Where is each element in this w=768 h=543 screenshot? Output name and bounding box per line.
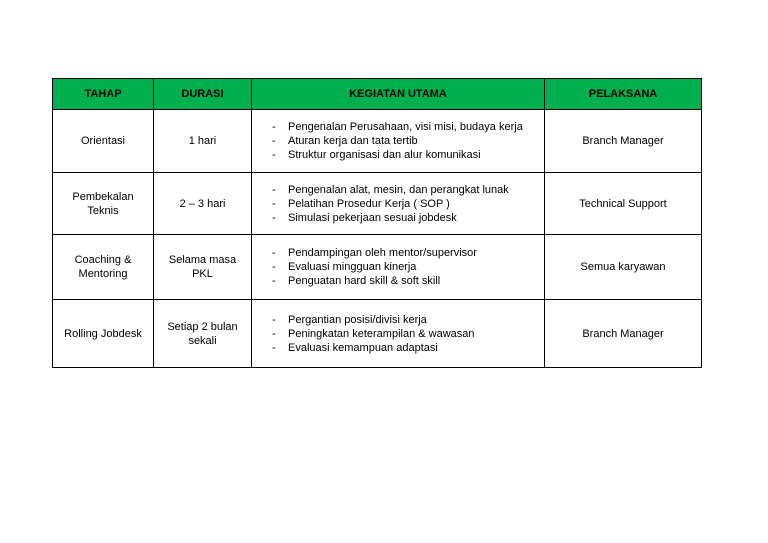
activity-list (272, 120, 540, 162)
activity-item: - Pendampingan oleh mentor/supervisor (272, 246, 540, 260)
activity-item: - Peningkatan keterampilan & wawasan (272, 327, 540, 341)
pelaksana-cell: Semua karyawan (545, 235, 702, 300)
activity-item: - Aturan kerja dan tata tertib (272, 134, 540, 148)
header-kegiatan-utama: KEGIATAN UTAMA (252, 79, 545, 110)
kegiatan-cell (252, 235, 545, 300)
table-row (53, 110, 702, 173)
activity-item: - Simulasi pekerjaan sesuai jobdesk (272, 211, 540, 225)
tahap-cell: Orientasi (53, 110, 154, 173)
pelaksana-cell: Branch Manager (545, 110, 702, 173)
table-row (53, 300, 702, 368)
header-row (53, 79, 702, 110)
activity-item: - Pengenalan Perusahaan, visi misi, budaya kerja (272, 120, 540, 134)
activity-item: - Pergantian posisi/divisi kerja (272, 313, 540, 327)
durasi-cell: 2 – 3 hari (154, 173, 252, 235)
durasi-cell: Selama masa PKL (154, 235, 252, 300)
table-row (53, 173, 702, 235)
activity-item: - Pelatihan Prosedur Kerja ( SOP ) (272, 197, 540, 211)
activity-item: - Penguatan hard skill & soft skill (272, 274, 540, 288)
pkl-schedule-table (52, 78, 702, 368)
header-durasi: DURASI (154, 79, 252, 110)
durasi-cell: Setiap 2 bulan sekali (154, 300, 252, 368)
pelaksana-cell: Branch Manager (545, 300, 702, 368)
tahap-cell: Rolling Jobdesk (53, 300, 154, 368)
table-body (53, 110, 702, 368)
activity-item: - Pengenalan alat, mesin, dan perangkat lunak (272, 183, 540, 197)
kegiatan-cell (252, 110, 545, 173)
activity-item: - Evaluasi kemampuan adaptasi (272, 341, 540, 355)
activity-item: - Evaluasi mingguan kinerja (272, 260, 540, 274)
header-tahap: TAHAP (53, 79, 154, 110)
tahap-cell: Pembekalan Teknis (53, 173, 154, 235)
kegiatan-cell (252, 300, 545, 368)
activity-list (272, 183, 540, 225)
activity-item: - Struktur organisasi dan alur komunikasi (272, 148, 540, 162)
table-header (53, 79, 702, 110)
pelaksana-cell: Technical Support (545, 173, 702, 235)
activity-list (272, 246, 540, 288)
kegiatan-cell (252, 173, 545, 235)
tahap-cell: Coaching & Mentoring (53, 235, 154, 300)
header-pelaksana: PELAKSANA (545, 79, 702, 110)
durasi-cell: 1 hari (154, 110, 252, 173)
table-row (53, 235, 702, 300)
activity-list (272, 313, 540, 355)
